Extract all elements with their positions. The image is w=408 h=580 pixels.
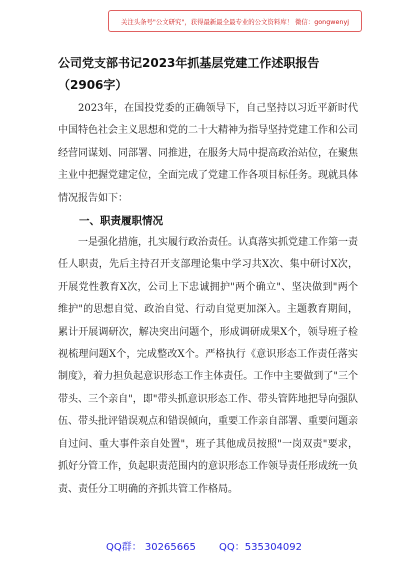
footer-contact (0, 538, 408, 553)
header-banner (108, 10, 362, 32)
banner-text: 关注头条号"公文研究"，获得最新最全最专业的公文资料库！ 微信：gongwenyj (120, 17, 350, 26)
document-body (58, 52, 358, 501)
qq-group: QQ群： 30265665 (105, 542, 196, 553)
qq-number: QQ：535304092 (219, 542, 303, 553)
section-heading: 一、职责履职情况 (79, 215, 163, 228)
intro-paragraph: 2023年，在国投党委的正确领导下，自己坚持以习近平新时代中国特色社会主义思想和党的二十大精神为指导坚持党建工作和公司经营同谋划、同部署、同推进，在服务大局中提高政治站位，在聚焦主业中把握党建定位，全面完成了党建工作各项目标任务。现就具体情况报告如下： (58, 103, 358, 204)
section-paragraph: 一是强化措施，扎实履行政治责任。认真落实抓党建工作第一责任人职责，先后主持召开支部理论集中学习共X次、集中研讨X次，开展党性教育X次，公司上下忠诚拥护"两个确立"、坚决做到"两个维护"的思想自觉、政治自觉、行动自觉更加深入。主题教育期间，累计开展调研次，解决突出问题个，形成调研成果X个，领导班子检视梳理问题X个，完成整改X个。严格执行《意识形态工作责任落实制度》，着力担负起意识形态工作主体责任。工作中主要做到了"三个带头、三个亲自"，即"带头抓意识形态工作、带头管阵地把导向强队伍、带头批评错误观点和错误倾向，重要工作亲自部署、重要问题亲自过问、重大事件亲自处置"，班子其他成员按照"一岗双责"要求，抓好分管工作，负起职责范围内的意识形态工作领导责任形成统一负责、责任分工明确的齐抓共管工作格局。 (58, 237, 358, 495)
document-title: 公司党支部书记2023年抓基层党建工作述职报告（2906字） (58, 56, 320, 92)
